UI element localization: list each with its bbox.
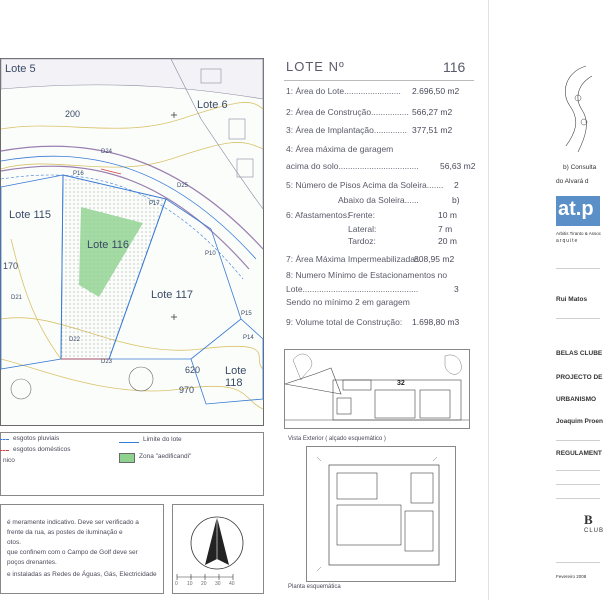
legend-sewage: esgotos domésticos — [13, 446, 71, 453]
north-arrow-box — [172, 504, 264, 594]
legend-zone: Zona "aedificandi" — [139, 453, 192, 460]
spec-value: 2 — [454, 180, 459, 190]
spec-value: 3 — [454, 284, 459, 294]
scale-tick-0: 0 — [175, 581, 178, 587]
plan-caption: Planta esquemática — [288, 584, 341, 590]
point-p17: P17 — [149, 201, 160, 207]
spec-value: 56,63 m2 — [440, 161, 476, 171]
title-regulation: REGULAMENT — [556, 450, 602, 457]
spec-label: 6: Afastamentos: — [286, 210, 350, 220]
note-line-4: que confinem com o Campo de Golf deve ser — [7, 549, 138, 556]
spec-value: 20 m — [438, 236, 457, 246]
north-arrow-icon — [173, 505, 263, 593]
spec-label: 2: Área de Construção................ — [286, 107, 409, 117]
spec-label: 8: Numero Mínimo de Estacionamentos no — [286, 270, 448, 280]
title-person: Rui Matos — [556, 296, 588, 303]
spec-value: 566,27 m2 — [412, 107, 453, 117]
lote-number: 116 — [443, 59, 466, 75]
elevation-970: 970 — [179, 385, 195, 395]
note-line-6: e instaladas as Redes de Águas, Gás, Electricidade — [7, 571, 157, 578]
firm-logo-text: at.p — [558, 198, 594, 220]
scale-tick-40: 40 — [229, 581, 235, 587]
spec-label: Tardoz: — [348, 236, 376, 246]
title-block-rule — [556, 318, 600, 319]
spec-label: 1: Área do Lote........................ — [286, 86, 401, 96]
legend-limit: Limite do lote — [143, 436, 182, 443]
point-d24: D24 — [101, 149, 113, 155]
spec-label: Lote................................................. — [286, 284, 419, 294]
spec-value: 377,51 m2 — [412, 125, 453, 135]
firm-logo — [556, 196, 600, 226]
lot-label-116: Lote 116 — [87, 239, 130, 251]
point-p16: P16 — [73, 171, 84, 177]
title-urbanism: URBANISMO — [556, 396, 597, 403]
brand-subtitle: CLUB — [584, 528, 604, 534]
spec-label: Abaixo da Soleira...... — [338, 195, 419, 205]
floor-plan-sketch — [307, 447, 455, 581]
note-line-5: poços drenantes. — [7, 559, 57, 566]
title-block-rule — [556, 440, 600, 441]
lote-divider — [284, 80, 474, 81]
lot-label-115: Lote 115 — [9, 209, 52, 221]
elevation-200: 200 — [65, 109, 81, 119]
point-p10: P10 — [205, 251, 216, 257]
elevation-620: 620 — [185, 365, 201, 375]
legend-limit-line — [119, 442, 139, 443]
house-number: 32 — [397, 380, 405, 387]
spec-value: 808,95 m2 — [414, 254, 455, 264]
title-block-rule — [556, 484, 600, 485]
spec-label: Lateral: — [348, 224, 377, 234]
floor-plan-drawing — [306, 446, 456, 582]
note-line-2: frente da rua, as postes de iluminação e — [7, 529, 123, 536]
page-fold-line — [488, 0, 489, 600]
spec-value: 7 m — [438, 224, 453, 234]
spec-label: acima do solo.................................. — [286, 161, 419, 171]
consult-line-2: do Alvará d — [556, 178, 589, 185]
lote-title: LOTE Nº — [286, 59, 345, 74]
spec-value: 2.696,50 m2 — [412, 86, 460, 96]
title-block-rule — [556, 562, 600, 563]
legend-other: nico — [3, 457, 15, 464]
consult-line-1: b) Consulta — [563, 164, 597, 171]
site-plan-drawing — [1, 59, 263, 425]
elevation-170: 170 — [3, 261, 19, 271]
firm-subtitle: arquite — [556, 238, 579, 244]
legend-stormwater: esgotos pluviais — [13, 435, 60, 442]
spec-label: 5: Número de Pisos Acima da Soleira....... — [286, 180, 444, 190]
point-p15: P15 — [241, 311, 252, 317]
note-line-1: é meramente indicativo. Deve ser verificado a — [7, 519, 139, 526]
legend-sewage-line — [0, 450, 9, 451]
spec-label: 3: Área de Implantação.............. — [286, 125, 407, 135]
title-client: BELAS CLUBE — [556, 350, 603, 357]
elevation-caption: Vista Exterior ( alçado esquemático ) — [288, 436, 386, 442]
legend-stormwater-line — [0, 439, 9, 440]
location-sketch-drawing — [556, 62, 600, 158]
date-text: Fevereiro 2008 — [556, 574, 587, 579]
point-d25: D25 — [177, 183, 189, 189]
site-plan-map — [0, 58, 264, 426]
title-block-rule — [556, 470, 600, 471]
spec-value: b) — [452, 195, 460, 205]
legend-box — [0, 432, 264, 496]
point-p14: P14 — [243, 335, 254, 341]
lot-label-6: Lote 6 — [197, 99, 228, 111]
point-d21: D21 — [11, 295, 23, 301]
brand-mark: B — [584, 512, 593, 527]
lot-label-5: Lote 5 — [5, 63, 36, 75]
spec-label: Sendo no mínimo 2 em garagem — [286, 297, 410, 307]
title-project: PROJECTO DE — [556, 374, 603, 381]
spec-label: 7: Área Máxima Impermeabilizada:. — [286, 254, 420, 264]
spec-value: 1.698,80 m3 — [412, 317, 460, 327]
spec-value: 10 m — [438, 210, 457, 220]
spec-label: 9: Volume total de Construção: — [286, 317, 403, 327]
scale-tick-30: 30 — [215, 581, 221, 587]
title-block-rule — [556, 498, 600, 499]
scale-tick-20: 20 — [201, 581, 207, 587]
lot-label-117: Lote 117 — [151, 289, 194, 301]
elevation-sketch — [285, 350, 469, 428]
location-sketch — [556, 62, 600, 158]
title-engineer: Joaquim Proen — [556, 418, 603, 425]
spec-label: 4: Área máxima de garagem — [286, 144, 394, 154]
elevation-drawing — [284, 349, 470, 429]
note-line-3: otos. — [7, 539, 22, 546]
lot-label-118: Lote 118 — [225, 365, 247, 389]
firm-name: Arbitis Tiranto & Assoc — [556, 231, 602, 236]
legend-zone-swatch — [119, 453, 135, 463]
notes-box — [0, 504, 164, 594]
point-d22: D22 — [69, 337, 81, 343]
point-d23: D23 — [101, 359, 113, 365]
spec-label: Frente: — [348, 210, 375, 220]
title-block-rule — [556, 268, 600, 269]
scale-tick-10: 10 — [187, 581, 193, 587]
